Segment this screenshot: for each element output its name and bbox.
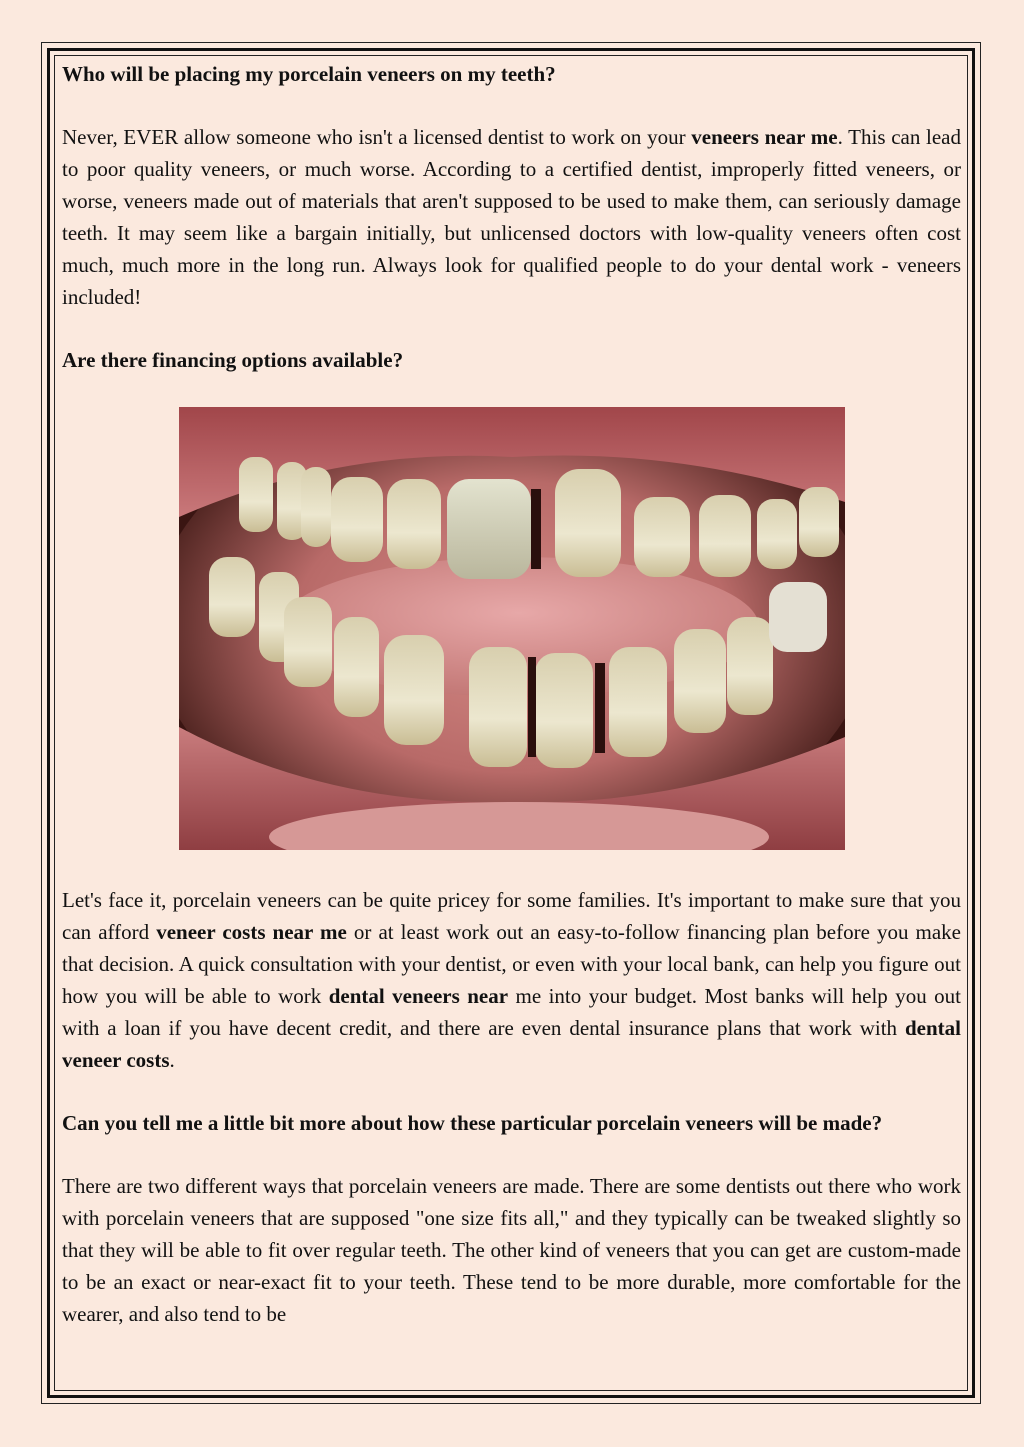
paragraph-licensed-dentist: [62, 121, 961, 313]
heading-financing-options: Are there financing options available?: [62, 348, 404, 372]
keyword-dental-veneers-near: dental veneers near: [328, 984, 509, 1008]
paragraph-veneer-types: There are two different ways that porcelain veneers are made. There are some dentists out there who work with porcelain veneers that are supposed "one size fits all," and they typically can be tweaked slightly so that they will be able to fit over regular teeth. The other kind of veneers that you can get are custom-made to be an exact or near-exact fit to your teeth. These tend to be more durable, more comfortable for the wearer, and also tend to be: [62, 1174, 961, 1326]
document-body: [62, 58, 961, 1361]
keyword-veneer-costs-near-me: veneer costs near me: [156, 920, 347, 944]
heading-who-places-veneers: Who will be placing my porcelain veneers on my teeth?: [62, 62, 556, 86]
teeth-photo: [179, 407, 845, 850]
paragraph-text: or at least work out an easy-to-follow financing plan before you make that decision. A quick consultation with your dentist, or even with your local bank, can help you figure out how you will be able to work: [62, 920, 962, 1008]
paragraph-text: Let's face it, porcelain veneers can be quite pricey for some families. It's important to make sure that you can afford: [62, 888, 961, 944]
paragraph-text: . This can lead to poor quality veneers, or much worse. According to a certified dentist, improperly fitted veneers, or worse, veneers made out of materials that aren't supposed to be used to make them, can seriously damage teeth. It may seem like a bargain initially, but unlicensed doctors with low-quality veneers often cost much, much more in the long run. Always look for qualified people to do your dental work - veneers included!: [62, 125, 962, 309]
paragraph-text: .: [169, 1048, 175, 1072]
heading-how-veneers-made: Can you tell me a little bit more about how these particular porcelain veneers will be made?: [62, 1111, 883, 1135]
keyword-veneers-near-me: veneers near me: [691, 125, 838, 149]
paragraph-text: Never, EVER allow someone who isn't a licensed dentist to work on your: [62, 125, 692, 149]
paragraph-financing: [62, 884, 961, 1076]
keyword-dental-veneer-costs: dental veneer costs: [62, 1016, 961, 1072]
paragraph-text: me into your budget. Most banks will help you out with a loan if you have decent credit, and there are even dental insurance plans that work with: [62, 984, 961, 1040]
teeth-photo-image: [179, 407, 845, 850]
